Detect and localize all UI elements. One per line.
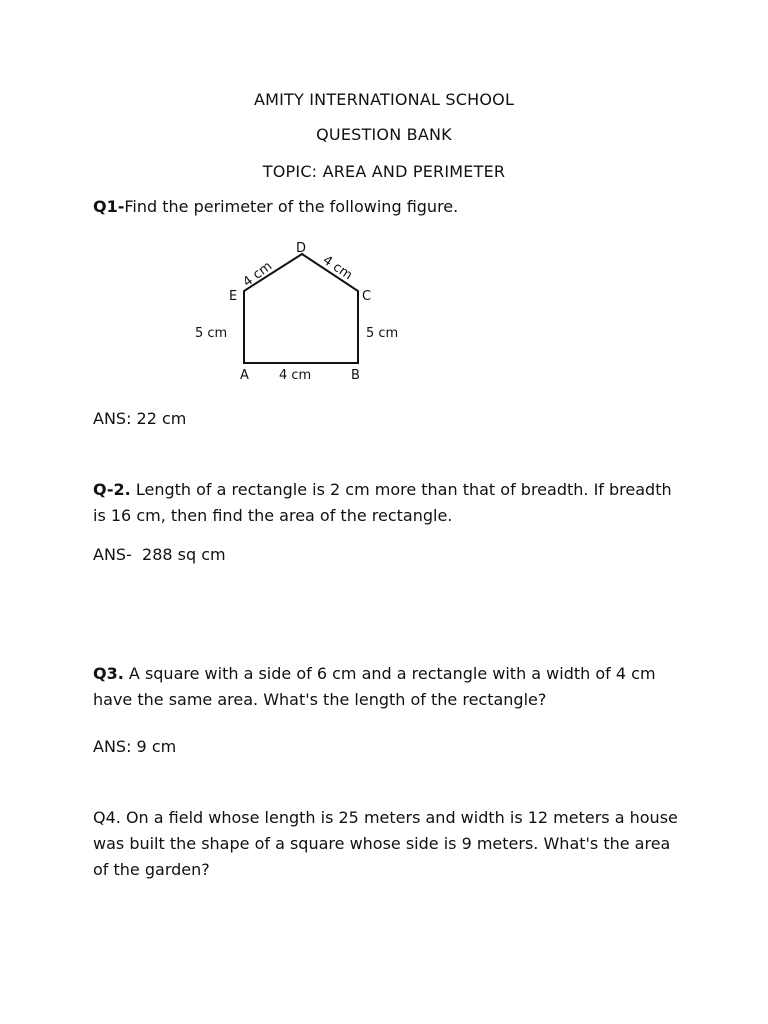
- question-3: [93, 661, 678, 713]
- question-3-text: A square with a side of 6 cm and a rectangle with a width of 4 cm have the same area. What's the length of the rectangle?: [93, 664, 656, 709]
- topic-heading: TOPIC: AREA AND PERIMETER: [262, 162, 506, 181]
- question-2: [93, 477, 678, 529]
- vertex-a-label: A: [240, 368, 249, 383]
- question-2-number: Q-2.: [93, 480, 131, 499]
- question-2-text: Length of a rectangle is 2 cm more than that of breadth. If breadth is 16 cm, then find the area of the rectangle.: [93, 480, 672, 525]
- side-ea-label: 5 cm: [195, 326, 228, 341]
- question-1: [93, 194, 678, 220]
- answer-1: ANS: 22 cm: [93, 409, 187, 428]
- vertex-e-label: E: [229, 289, 238, 304]
- answer-3: ANS: 9 cm: [93, 737, 177, 756]
- vertex-b-label: B: [351, 368, 360, 383]
- document-title: QUESTION BANK: [316, 125, 452, 144]
- answer-2: ANS- 288 sq cm: [93, 545, 226, 564]
- vertex-c-label: C: [362, 289, 372, 304]
- side-dc-label: 4 cm: [319, 252, 355, 284]
- side-cb-label: 5 cm: [366, 326, 399, 341]
- question-3-number: Q3.: [93, 664, 124, 683]
- question-4-text: Q4. On a field whose length is 25 meters and width is 12 meters a house was built the shape of a square whose side is 9 meters. What's the area of the garden?: [93, 808, 678, 879]
- vertex-d-label: D: [296, 241, 307, 256]
- side-ed-label: 4 cm: [240, 258, 276, 291]
- school-name: AMITY INTERNATIONAL SCHOOL: [253, 90, 515, 109]
- question-4: [93, 805, 678, 883]
- question-1-number: Q1-: [93, 197, 125, 216]
- side-ab-label: 4 cm: [279, 368, 312, 383]
- question-1-text: Find the perimeter of the following figure.: [124, 197, 459, 216]
- pentagon-outline: [244, 254, 358, 363]
